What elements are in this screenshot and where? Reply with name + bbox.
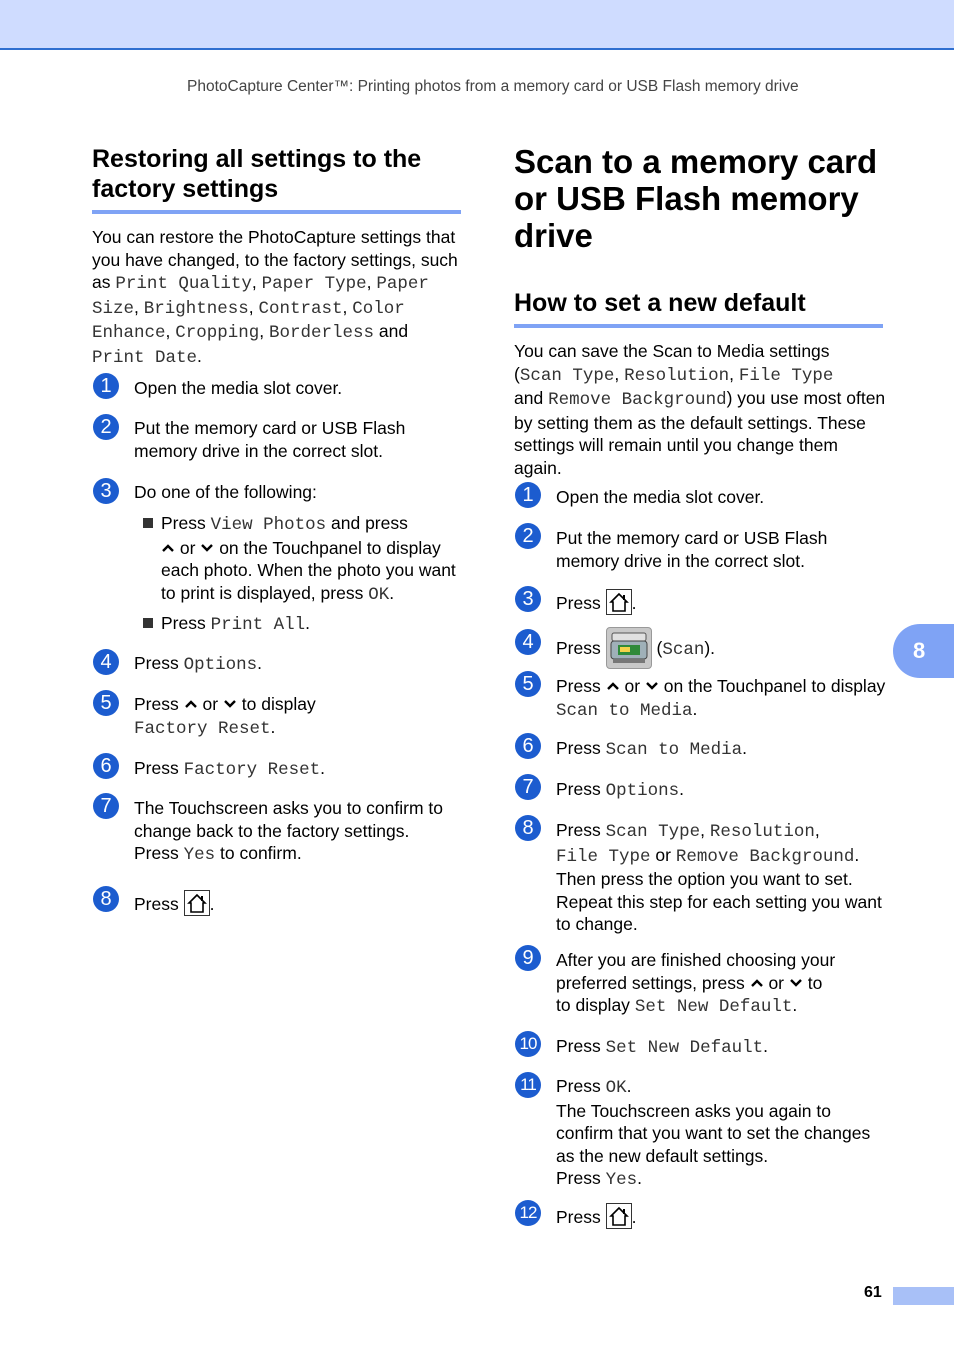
step-number: 8 — [515, 815, 541, 841]
page-number: 61 — [864, 1284, 882, 1301]
code-brightness: Brightness — [143, 298, 249, 319]
text: The Touchscreen asks you to confirm to change back to the factory settings. — [134, 798, 443, 841]
step-number: 10 — [515, 1031, 541, 1057]
text: to display — [241, 694, 316, 714]
intro-text-2: ) you use most often by setting them as the default settings. These settings will remain until you change them again. — [514, 388, 886, 478]
right-steps — [515, 482, 890, 1232]
code-ok: OK — [368, 584, 390, 605]
step-text — [134, 797, 464, 867]
chevron-down-icon — [200, 542, 214, 554]
or-text: or — [768, 972, 785, 993]
bullet-square — [143, 518, 153, 528]
default-intro: You can save the Scan to Media settings (Scan Type, Resolution, File Type and Remove Background) you use most often by setting them as the default settings. These settings will remain until you change them again. — [514, 341, 886, 478]
step-number: 6 — [515, 733, 541, 759]
step-text: Press or to display Factory Reset. — [134, 694, 316, 739]
code-resolution: Resolution — [624, 365, 730, 386]
code-options: Options — [183, 655, 258, 675]
step-text: Press . — [556, 1203, 886, 1229]
text: and press — [331, 513, 408, 533]
press-label: Press — [134, 758, 179, 778]
code-scan-type: Scan Type — [605, 822, 701, 842]
step-text: Press Set New Default. — [556, 1036, 769, 1058]
code-file-type: File Type — [556, 846, 651, 867]
step-number: 5 — [93, 690, 119, 716]
step-text: Do one of the following: — [134, 482, 317, 502]
step-number: 5 — [515, 671, 541, 697]
chevron-down-icon — [789, 977, 803, 989]
code-resolution: Resolution — [709, 822, 815, 842]
chevron-up-icon — [750, 977, 764, 989]
code-print-quality: Print Quality — [115, 274, 252, 294]
or-text: or — [624, 676, 641, 696]
step-text: Put the memory card or USB Flash memory drive in the correct slot. — [134, 418, 406, 461]
text: on the Touchpanel to display each photo. When the photo you want to print is displayed, press — [161, 537, 456, 603]
header-band — [0, 0, 954, 50]
restore-intro: You can restore the PhotoCapture settings that you have changed, to the factory settings, such as Print Quality, Paper Type, Paper Size, Brightness, Contrast, Color Enhance, Cropping, Borderless and Print Date. — [92, 227, 458, 368]
or-text: or — [655, 844, 671, 865]
step-text: Press Scan to Media. — [556, 738, 748, 760]
press-label: Press — [134, 694, 179, 714]
intro-text: You can save the Scan to Media settings — [514, 341, 830, 361]
step-text: Press or on the Touchpanel to display Scan to Media. — [556, 676, 886, 721]
intro-and: and — [514, 388, 544, 408]
step-number: 11 — [515, 1072, 541, 1098]
chevron-down-icon — [645, 680, 659, 692]
text: After you are finished choosing your preferred settings, press — [556, 950, 836, 993]
text: on the Touchpanel to display — [663, 676, 886, 696]
home-icon — [184, 890, 210, 916]
step-number: 7 — [515, 774, 541, 800]
step-text: Press (Scan). — [556, 627, 886, 669]
step-text: Press Factory Reset. — [134, 758, 326, 780]
step-text: After you are finished choosing your preferred settings, press or to to display Set New Default. — [556, 950, 836, 1017]
code-remove-background: Remove Background — [548, 390, 727, 410]
press-label: Press — [161, 613, 206, 633]
running-header: PhotoCapture Center™: Printing photos from a memory card or USB Flash memory drive — [187, 78, 799, 95]
step-number: 1 — [93, 373, 119, 399]
home-icon — [606, 589, 632, 615]
step-number: 4 — [515, 629, 541, 655]
code-cropping: Cropping — [175, 323, 260, 343]
code-options: Options — [605, 781, 680, 801]
step-text: Put the memory card or USB Flash memory drive in the correct slot. — [556, 528, 828, 571]
code-paper-type: Paper Type — [261, 274, 367, 294]
press-label: Press — [134, 894, 179, 914]
code-remove-background: Remove Background — [675, 846, 855, 867]
or-text: or — [202, 694, 219, 714]
bullet-text: Press View Photos and press or on the Touchpanel to display each photo. When the photo you want to print is displayed, press OK. — [161, 513, 456, 605]
right-column — [514, 143, 889, 479]
press-label: Press — [134, 653, 179, 673]
step-text: Press Options. — [134, 653, 262, 675]
step-text: Open the media slot cover. — [134, 378, 343, 398]
code-print-all: Print All — [210, 615, 306, 635]
step-number: 8 — [93, 886, 119, 912]
chevron-up-icon — [161, 542, 175, 554]
text: The Touchscreen asks you again to confirm that you want to set the changes as the new default settings. — [556, 1100, 871, 1166]
heading-rule — [514, 324, 883, 328]
section-heading-default: How to set a new default — [514, 289, 806, 317]
step-text: Press Options. — [556, 779, 684, 801]
code-yes: Yes — [605, 1170, 638, 1190]
scan-icon — [606, 627, 652, 669]
bullet-square — [143, 618, 153, 628]
press-label: Press — [556, 779, 601, 799]
code-set-new-default: Set New Default — [634, 997, 793, 1017]
code-scan-to-media: Scan to Media — [605, 740, 743, 760]
step-text: Press . — [134, 890, 464, 916]
code-yes: Yes — [183, 845, 216, 865]
step-text: Open the media slot cover. — [556, 487, 765, 507]
press-label: Press — [556, 676, 601, 696]
press-label: Press — [161, 513, 206, 533]
press-label: Press — [134, 843, 179, 863]
page-number-bar — [893, 1287, 954, 1305]
left-steps — [93, 373, 473, 933]
chevron-down-icon — [223, 698, 237, 710]
press-label: Press — [556, 1076, 601, 1096]
code-print-date: Print Date — [92, 347, 198, 368]
left-column — [92, 144, 462, 369]
code-view-photos: View Photos — [210, 515, 327, 535]
step-number: 1 — [515, 482, 541, 508]
step-text: Press OK. The Touchscreen asks you again to confirm that you want to set the changes as the new default settings. Press Yes. — [556, 1076, 871, 1190]
step-number: 12 — [515, 1200, 541, 1226]
code-ok: OK — [605, 1078, 627, 1098]
code-borderless: Borderless — [269, 323, 375, 343]
step-text: Press Scan Type, Resolution, File Type or Remove Background. Then press the option you want to set. Repeat this step for each setting you want to change. — [556, 820, 882, 934]
code-color-enhance: Color Enhance — [92, 298, 405, 343]
code-set-new-default: Set New Default — [605, 1038, 764, 1058]
intro-text: You can restore the PhotoCapture settings that you have changed, to the factory settings, such as — [92, 227, 458, 292]
intro-and: and — [378, 321, 409, 341]
step-number: 3 — [515, 586, 541, 612]
text: to display — [556, 995, 630, 1015]
code-contrast: Contrast — [258, 298, 343, 319]
step-text: Press . — [556, 589, 886, 615]
section-heading-restore: Restoring all settings to the factory settings — [92, 145, 422, 203]
press-label: Press — [556, 1207, 601, 1227]
step-number: 3 — [93, 478, 119, 504]
code-scan-to-media: Scan to Media — [556, 700, 693, 721]
press-label: Press — [556, 820, 601, 840]
bullet-text: Press Print All. — [161, 613, 310, 635]
chapter-tab: 8 — [893, 624, 954, 678]
code-scan: Scan — [662, 640, 705, 660]
press-label: Press — [556, 1036, 601, 1056]
press-label: Press — [556, 1168, 601, 1188]
main-title: Scan to a memory card or USB Flash memory drive — [514, 143, 878, 254]
or-text: or — [179, 537, 196, 558]
step-number: 2 — [515, 523, 541, 549]
press-label: Press — [556, 738, 601, 758]
code-scan-type: Scan Type — [519, 365, 615, 386]
step-number: 6 — [93, 753, 119, 779]
code-file-type: File Type — [738, 365, 834, 386]
press-label: Press — [556, 638, 601, 658]
heading-rule — [92, 210, 461, 214]
step-number: 2 — [93, 414, 119, 440]
step-number: 4 — [93, 649, 119, 675]
step-number: 9 — [515, 945, 541, 971]
code-factory-reset: Factory Reset — [183, 760, 321, 780]
code-paper-size: Paper Size — [92, 274, 429, 319]
home-icon — [606, 1203, 632, 1229]
code-factory-reset: Factory Reset — [134, 718, 271, 739]
text: Then press the option you want to set. Repeat this step for each setting you want to change. — [556, 869, 882, 934]
chevron-up-icon — [606, 680, 620, 692]
chevron-up-icon — [184, 698, 198, 710]
step-number: 7 — [93, 793, 119, 819]
text: to confirm. — [220, 843, 302, 863]
press-label: Press — [556, 593, 601, 613]
